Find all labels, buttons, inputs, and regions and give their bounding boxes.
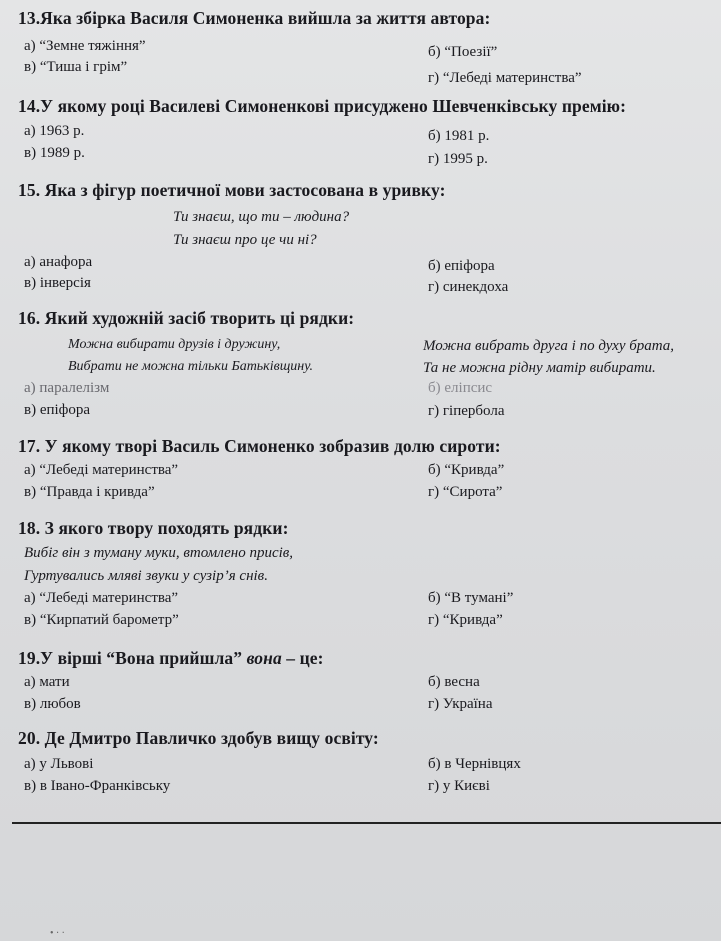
quote-line: Та не можна рідну матір вибирати. [423, 360, 656, 376]
option-a: а) 1963 р. [24, 123, 85, 139]
title-part: 19.У вірші “Вона прийшла” [18, 648, 247, 668]
option-a: а) “Земне тяжіння” [24, 38, 146, 54]
option-b: б) 1981 р. [428, 128, 490, 144]
divider-line [12, 822, 721, 824]
option-v: в) любов [24, 696, 81, 712]
title-emphasis: вона [246, 648, 282, 668]
question-15 [18, 180, 713, 295]
option-a: а) у Львові [24, 756, 94, 772]
question-title: 15. Яка з фігур поетичної мови застосована в уривку: [18, 180, 446, 200]
question-14 [18, 96, 713, 167]
question-19 [18, 648, 713, 712]
option-b: б) весна [428, 674, 480, 690]
question-20 [18, 728, 713, 794]
option-a: а) паралелізм [24, 380, 110, 396]
quote-line: Вибрати не можна тільки Батьківщину. [68, 359, 314, 374]
question-17 [18, 436, 713, 500]
quote-line: Вибіг він з туману муки, втомлено присів, [24, 545, 294, 561]
option-g: г) “Лебеді материнства” [428, 70, 582, 86]
option-v: в) в Івано-Франківську [24, 778, 171, 794]
option-g: г) у Києві [428, 778, 490, 794]
question-title: 16. Який художній засіб творить ці рядки: [18, 308, 355, 328]
option-a: а) “Лебеді материнства” [24, 590, 179, 606]
question-13 [18, 8, 713, 86]
question-title: 20. Де Дмитро Павличко здобув вищу освіту: [18, 728, 379, 748]
option-g: г) гіпербола [428, 403, 505, 419]
option-g: г) “Сирота” [428, 484, 503, 500]
option-b: б) еліпсис [428, 380, 493, 396]
option-v: в) інверсія [24, 275, 91, 291]
question-title: 13.Яка збірка Василя Симоненка вийшла за життя автора: [18, 8, 491, 28]
option-b: б) в Чернівцях [428, 756, 521, 772]
option-a: а) мати [24, 674, 70, 690]
option-a: а) анафора [24, 254, 93, 270]
option-b: б) “Кривда” [428, 462, 505, 478]
question-title: 18. З якого твору походять рядки: [18, 518, 289, 538]
question-18 [18, 518, 713, 628]
question-title: 14.У якому році Василеві Симоненкові присуджено Шевченківську премію: [18, 96, 627, 116]
option-v: в) “Кирпатий барометр” [24, 612, 179, 628]
quote-line: Гуртувались мляві звуки у сузір’я снів. [24, 568, 268, 584]
option-v: в) епіфора [24, 402, 91, 418]
option-v: в) 1989 р. [24, 145, 85, 161]
quote-line: Ти знаєш, що ти – людина? [173, 209, 350, 225]
option-g: г) синекдоха [428, 279, 509, 295]
option-b: б) “Поезії” [428, 44, 498, 60]
option-v: в) “Тиша і грім” [24, 59, 128, 75]
title-part: – це: [281, 648, 324, 668]
option-g: г) Україна [428, 696, 493, 712]
question-title [18, 648, 713, 669]
quote-line: Можна вибирати друзів і дружину, [68, 337, 281, 352]
quote-line: Ти знаєш про це чи ні? [173, 232, 317, 248]
question-16 [18, 308, 713, 419]
option-g: г) “Кривда” [428, 612, 503, 628]
option-v: в) “Правда і кривда” [24, 484, 155, 500]
option-g: г) 1995 р. [428, 151, 488, 167]
footer-marks: • ‧ ‧ [50, 928, 65, 939]
option-a: а) “Лебеді материнства” [24, 462, 179, 478]
question-title: 17. У якому творі Василь Симоненко зобразив долю сироти: [18, 436, 501, 456]
option-b: б) “В тумані” [428, 590, 514, 606]
option-b: б) епіфора [428, 258, 495, 274]
quote-line: Можна вибрать друга і по духу брата, [423, 338, 675, 354]
